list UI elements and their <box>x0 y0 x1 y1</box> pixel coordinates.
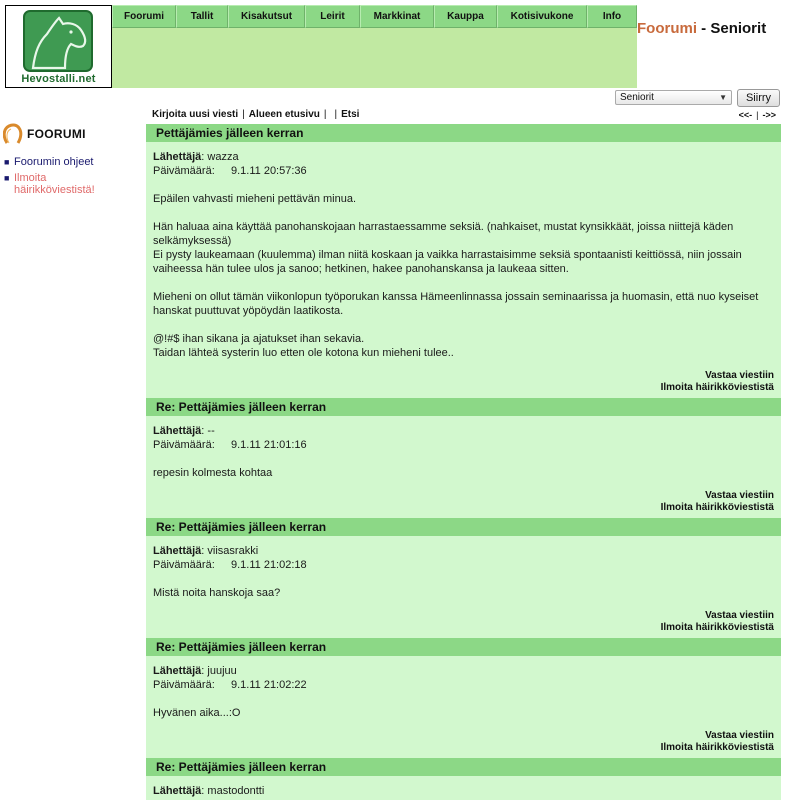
date-label: Päivämäärä: <box>153 559 215 571</box>
bullet-icon: ■ <box>4 173 10 183</box>
post-body <box>146 142 781 398</box>
message-line: @!#$ ihan sikana ja ajatukset ihan sekavia. <box>153 333 365 345</box>
message-text <box>153 192 774 360</box>
nav-item-foorumi[interactable]: Foorumi <box>112 5 176 28</box>
post-actions <box>153 610 774 634</box>
date-value: 9.1.11 21:01:16 <box>231 439 307 451</box>
message-text <box>153 706 774 720</box>
top-navigation <box>112 5 637 88</box>
sender-value[interactable]: viisasrakki <box>207 545 259 557</box>
date-value: 9.1.11 21:02:18 <box>231 559 307 571</box>
post <box>146 124 781 398</box>
new-message-link[interactable]: Kirjoita uusi viesti <box>152 109 239 120</box>
sidebar-title <box>0 120 140 148</box>
sender-label: Lähettäjä <box>153 665 202 677</box>
message-line: Taidan lähteä systerin luo etten ole kotona kun mieheni tulee.. <box>153 347 454 359</box>
sender-line: Lähettäjä: wazza <box>153 151 239 163</box>
sender-line: Lähettäjä: juujuu <box>153 665 237 677</box>
sender-label: Lähettäjä <box>153 425 202 437</box>
sender-label: Lähettäjä <box>153 545 202 557</box>
go-button[interactable]: Siirry <box>737 89 780 107</box>
post <box>146 518 781 638</box>
nav-item-kisakutsut[interactable]: Kisakutsut <box>228 5 305 28</box>
date-value: 9.1.11 20:57:36 <box>231 165 307 177</box>
sidebar-title-text: FOORUMI <box>27 127 86 141</box>
sidebar-links <box>0 156 140 196</box>
date-line <box>153 678 774 692</box>
post-title: Re: Pettäjämies jälleen kerran <box>146 758 781 776</box>
actions-separator: | <box>323 109 327 120</box>
message-line <box>153 318 774 332</box>
forum-help-link[interactable]: Foorumin ohjeet <box>14 156 94 168</box>
report-abuse-link[interactable]: Ilmoita häirikköviestistä! <box>14 172 95 196</box>
report-post-link[interactable]: Ilmoita häirikköviestistä <box>660 502 774 513</box>
heading-section: Foorumi <box>637 20 697 37</box>
reply-link[interactable]: Vastaa viestiin <box>705 610 774 621</box>
pager <box>739 110 776 120</box>
pager-next-link[interactable]: ->> <box>762 110 776 120</box>
post-list <box>146 124 781 800</box>
nav-item-markkinat[interactable]: Markkinat <box>360 5 434 28</box>
reply-link[interactable]: Vastaa viestiin <box>705 490 774 501</box>
nav-bar <box>112 5 637 28</box>
date-value: 9.1.11 21:02:22 <box>231 679 307 691</box>
sender-value[interactable]: -- <box>207 425 215 437</box>
logo-text: Hevostalli.net <box>21 73 96 85</box>
post-body <box>146 536 781 638</box>
post-body <box>146 776 781 800</box>
nav-item-kauppa[interactable]: Kauppa <box>434 5 497 28</box>
message-line: Ei pysty laukeamaan (kuulemma) ilman niitä koskaan ja vaikka harrastaisimme seksiä spontaanisti keittiössä, niin jossain vaiheessa hän tulee ulos ja sanoo; hetkinen, hakee panohanskansa ja laukeaa sitten. <box>153 249 742 275</box>
sender-line: Lähettäjä: -- <box>153 425 215 437</box>
area-home-link[interactable]: Alueen etusivu <box>248 109 320 120</box>
sidebar <box>0 120 140 200</box>
date-line <box>153 558 774 572</box>
post-body <box>146 416 781 518</box>
sender-value[interactable]: wazza <box>207 151 239 163</box>
message-line <box>153 276 774 290</box>
report-post-link[interactable]: Ilmoita häirikköviestistä <box>660 622 774 633</box>
post-actions <box>153 730 774 754</box>
nav-item-kotisivukone[interactable]: Kotisivukone <box>497 5 587 28</box>
report-post-link[interactable]: Ilmoita häirikköviestistä <box>660 382 774 393</box>
chevron-down-icon: ▼ <box>719 93 727 102</box>
actions-separator: | <box>334 109 338 120</box>
heading-separator: - <box>697 20 711 37</box>
date-label: Päivämäärä: <box>153 439 215 451</box>
search-link[interactable]: Etsi <box>341 109 360 120</box>
sender-label: Lähettäjä <box>153 785 202 797</box>
horseshoe-icon <box>3 123 23 145</box>
sender-value[interactable]: mastodontti <box>207 785 265 797</box>
sender-line: Lähettäjä: viisasrakki <box>153 545 259 557</box>
post <box>146 758 781 800</box>
date-line <box>153 164 774 178</box>
pager-prev-link[interactable]: <<- <box>738 110 753 120</box>
sidebar-item-help <box>4 156 140 168</box>
post-body <box>146 656 781 758</box>
page-title <box>637 20 766 37</box>
date-line <box>153 438 774 452</box>
post-title: Re: Pettäjämies jälleen kerran <box>146 518 781 536</box>
message-line <box>153 206 774 220</box>
message-line: Hän haluaa aina käyttää panohanskojaan harrastaessamme seksiä. (nahkaiset, mustat kynsikkäät, joissa niittejä käden selkämyksessä) <box>153 221 734 247</box>
date-label: Päivämäärä: <box>153 165 215 177</box>
post-title: Pettäjämies jälleen kerran <box>146 124 781 142</box>
area-select[interactable] <box>615 90 732 105</box>
horse-head-icon <box>23 10 93 72</box>
sender-label: Lähettäjä <box>153 151 202 163</box>
nav-item-leirit[interactable]: Leirit <box>305 5 360 28</box>
post <box>146 638 781 758</box>
area-select-value: Seniorit <box>620 92 654 103</box>
message-text <box>153 466 774 480</box>
post-actions <box>153 370 774 394</box>
site-logo[interactable] <box>5 5 112 88</box>
report-post-link[interactable]: Ilmoita häirikköviestistä <box>660 742 774 753</box>
message-line: repesin kolmesta kohtaa <box>153 467 273 479</box>
message-text <box>153 586 774 600</box>
forum-actions <box>152 109 359 120</box>
sender-value[interactable]: juujuu <box>207 665 237 677</box>
post-title: Re: Pettäjämies jälleen kerran <box>146 398 781 416</box>
message-line: Mistä noita hanskoja saa? <box>153 587 281 599</box>
bullet-icon: ■ <box>4 157 10 167</box>
nav-item-tallit[interactable]: Tallit <box>176 5 228 28</box>
reply-link[interactable]: Vastaa viestiin <box>705 730 774 741</box>
post-actions <box>153 490 774 514</box>
post <box>146 398 781 518</box>
date-label: Päivämäärä: <box>153 679 215 691</box>
heading-area: Seniorit <box>710 20 767 37</box>
sender-line: Lähettäjä: mastodontti <box>153 785 265 797</box>
reply-link[interactable]: Vastaa viestiin <box>705 370 774 381</box>
sidebar-item-report <box>4 172 140 196</box>
nav-item-info[interactable]: Info <box>587 5 637 28</box>
actions-separator: | <box>242 109 245 120</box>
message-line: Epäilen vahvasti mieheni pettävän minua. <box>153 193 357 205</box>
pager-separator: | <box>756 110 759 120</box>
post-title: Re: Pettäjämies jälleen kerran <box>146 638 781 656</box>
message-line: Mieheni on ollut tämän viikonlopun työporukan kanssa Hämeenlinnassa jossain seminaarissa ja huomasin, että nuo kyseiset hanskat puuttuvat yöpöydän laatikosta. <box>153 291 759 317</box>
message-line: Hyvänen aika...:O <box>153 707 241 719</box>
